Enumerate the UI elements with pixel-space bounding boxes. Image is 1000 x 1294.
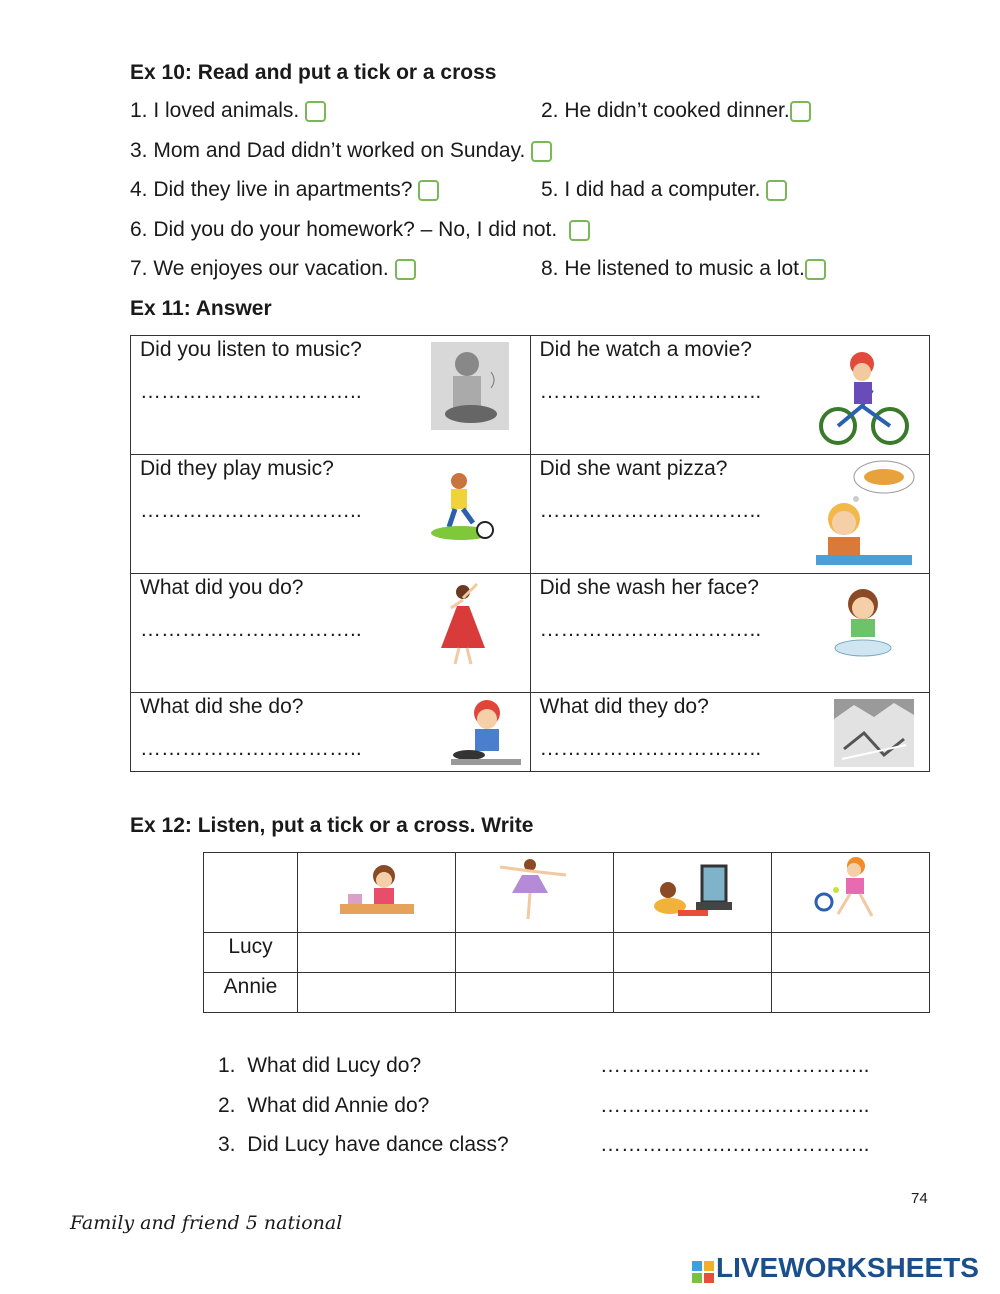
ex10-item-7: 7. We enjoyes our vacation. <box>130 257 416 281</box>
activity-column <box>456 853 614 933</box>
tick-cell[interactable] <box>772 973 930 1013</box>
checkbox[interactable] <box>569 220 590 241</box>
checkbox[interactable] <box>766 180 787 201</box>
checkbox[interactable] <box>790 101 811 122</box>
answer-cell <box>131 693 531 772</box>
activity-column <box>772 853 930 933</box>
question: Did you listen to music? <box>140 338 362 361</box>
activity-column <box>614 853 772 933</box>
girl-ballet-image <box>490 855 580 925</box>
answer-cell <box>131 455 531 574</box>
row-label-lucy: Lucy <box>204 933 298 973</box>
corner-cell <box>204 853 298 933</box>
answer-input[interactable]: ………………………….. <box>140 380 362 403</box>
ex11-heading: Ex 11: Answer <box>130 297 272 320</box>
answer-cell <box>530 574 930 693</box>
girl-tennis-image <box>806 854 896 926</box>
liveworksheets-logo[interactable] <box>692 1252 979 1287</box>
tick-cell[interactable] <box>456 933 614 973</box>
answer-input[interactable]: ………………………….. <box>539 618 762 641</box>
question: Did they play music? <box>140 457 334 480</box>
question: What did she do? <box>140 695 304 718</box>
row-label-annie: Annie <box>204 973 298 1013</box>
tick-cell[interactable] <box>614 933 772 973</box>
checkbox[interactable] <box>395 259 416 280</box>
checkbox[interactable] <box>305 101 326 122</box>
ex10-item-6: 6. Did you do your homework? – No, I did not. <box>130 218 590 242</box>
answer-input[interactable]: ……………….……………….. <box>600 1094 870 1117</box>
tick-cell[interactable] <box>298 973 456 1013</box>
girl-cooking-image <box>447 697 523 767</box>
answer-cell <box>530 336 930 455</box>
ex12-question-3: 3. Did Lucy have dance class? <box>218 1133 509 1156</box>
ex12-question-1: 1. What did Lucy do? <box>218 1054 422 1077</box>
answer-input[interactable]: ……………….……………….. <box>600 1054 870 1077</box>
question: What did you do? <box>140 576 304 599</box>
ex10-item-1: 1. I loved animals. <box>130 99 326 123</box>
checkbox[interactable] <box>418 180 439 201</box>
logo-icon <box>692 1259 716 1287</box>
boy-soccer-image <box>429 471 499 543</box>
question: What did they do? <box>539 695 709 718</box>
ex10-item-3: 3. Mom and Dad didn’t worked on Sunday. <box>130 139 552 163</box>
checkbox[interactable] <box>531 141 552 162</box>
question: Did she wash her face? <box>539 576 759 599</box>
question: Did she want pizza? <box>539 457 728 480</box>
ex10-item-8: 8. He listened to music a lot. <box>541 257 826 281</box>
answer-cell <box>530 455 930 574</box>
listening-table <box>203 852 930 1013</box>
answer-input[interactable]: ………………………….. <box>539 380 762 403</box>
tick-cell[interactable] <box>614 973 772 1013</box>
girl-watching-tv-image <box>648 860 738 920</box>
answer-input[interactable]: ………………………….. <box>539 737 762 760</box>
page-number: 74 <box>911 1190 928 1207</box>
book-title: Family and friend 5 national <box>70 1212 343 1234</box>
checkbox[interactable] <box>805 259 826 280</box>
tick-cell[interactable] <box>298 933 456 973</box>
logo-text: LIVEWORKSHEETS <box>716 1252 979 1283</box>
ex10-item-5: 5. I did had a computer. <box>541 178 787 202</box>
girl-washing-face-image <box>831 586 897 662</box>
girl-baking-image <box>332 860 422 920</box>
activity-column <box>298 853 456 933</box>
ex11-table <box>130 335 930 772</box>
answer-input[interactable]: ………………………….. <box>539 499 762 522</box>
ex10-item-4: 4. Did they live in apartments? <box>130 178 439 202</box>
people-skiing-image <box>834 699 914 767</box>
ex12-heading: Ex 12: Listen, put a tick or a cross. Write <box>130 814 534 837</box>
ex10-heading: Ex 10: Read and put a tick or a cross <box>130 61 497 84</box>
answer-input[interactable]: ………………………….. <box>140 618 362 641</box>
answer-input[interactable]: ………………………….. <box>140 499 362 522</box>
girl-dancing-image <box>433 578 493 668</box>
woman-cooking-image <box>431 342 509 430</box>
question: Did he watch a movie? <box>539 338 752 361</box>
girl-thinking-pizza-image <box>816 459 916 567</box>
answer-cell <box>131 336 531 455</box>
answer-cell <box>530 693 930 772</box>
ex12-question-2: 2. What did Annie do? <box>218 1094 430 1117</box>
tick-cell[interactable] <box>772 933 930 973</box>
answer-input[interactable]: ……………….……………….. <box>600 1133 870 1156</box>
ex10-item-2: 2. He didn’t cooked dinner. <box>541 99 811 123</box>
boy-cycling-image <box>816 350 912 446</box>
tick-cell[interactable] <box>456 973 614 1013</box>
answer-cell <box>131 574 531 693</box>
answer-input[interactable]: ………………………….. <box>140 737 362 760</box>
